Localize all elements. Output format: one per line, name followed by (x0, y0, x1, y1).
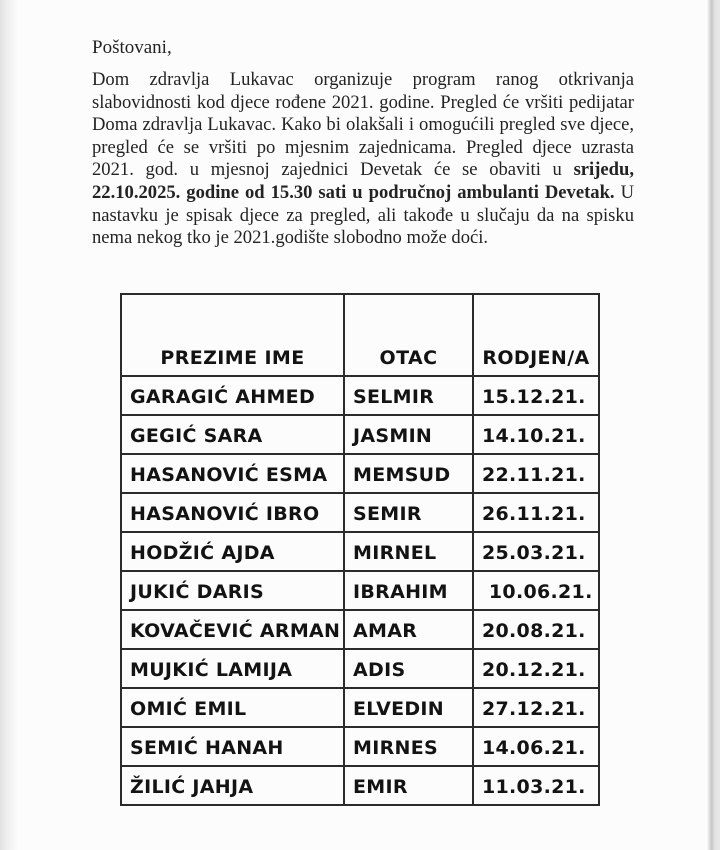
cell-prezime-ime: HODŽIĆ AJDA (121, 532, 344, 571)
table-row (121, 571, 599, 610)
letter-body-pre: Dom zdravlja Lukavac organizuje program ranog otkrivanja slabovidnosti kod djece rođene 2021. godine. Pregled će vršiti pedijatar Doma zdravlja Lukavac. Kako bi olakšali i omogućili pregled sve djece, pregled će se vršiti po mjesnim zajednicama. Pregled djece uzrasta 2021. god. u mjesnoj zajednici Devetak će se obaviti u (92, 69, 634, 181)
cell-otac: ELVEDIN (344, 688, 473, 727)
cell-prezime-ime: HASANOVIĆ ESMA (121, 454, 344, 493)
table-row (121, 766, 599, 805)
cell-rodjen-a: 25.03.21. (473, 532, 599, 571)
cell-otac: ADIS (344, 649, 473, 688)
cell-otac: IBRAHIM (344, 571, 473, 610)
cell-otac: SELMIR (344, 376, 473, 415)
column-header-rodjen-a: RODJEN/A (473, 294, 599, 376)
column-header-prezime-ime: PREZIME IME (121, 294, 344, 376)
table-row (121, 376, 599, 415)
cell-rodjen-a: 14.10.21. (473, 415, 599, 454)
table-row (121, 688, 599, 727)
photo-edge-right (707, 0, 720, 850)
table-row (121, 727, 599, 766)
cell-prezime-ime: KOVAČEVIĆ ARMAN (121, 610, 344, 649)
cell-rodjen-a: 20.12.21. (473, 649, 599, 688)
letter-body-post: U nastavku je spisak djece za pregled, ali takođe u slučaju da na spisku nema nekog tko je 2021.godište slobodno može doći. (92, 181, 635, 249)
cell-otac: MIRNEL (344, 532, 473, 571)
cell-otac: MEMSUD (344, 454, 473, 493)
cell-prezime-ime: JUKIĆ DARIS (121, 571, 344, 610)
cell-rodjen-a: 26.11.21. (473, 493, 599, 532)
table-header-row (121, 294, 599, 376)
table-body (121, 376, 599, 805)
table-row (121, 610, 599, 649)
column-header-otac: OTAC (344, 294, 473, 376)
cell-rodjen-a: 14.06.21. (473, 727, 599, 766)
letter-body-bold: srijedu, 22.10.2025. godine od 15.30 sati u područnoj ambulanti Devetak. (92, 159, 634, 203)
cell-prezime-ime: OMIĆ EMIL (121, 688, 344, 727)
salutation: Poštovani, (92, 37, 172, 58)
cell-otac: EMIR (344, 766, 473, 805)
cell-rodjen-a: 20.08.21. (473, 610, 599, 649)
cell-otac: MIRNES (344, 727, 473, 766)
table-row (121, 532, 599, 571)
cell-rodjen-a: 10.06.21. (473, 571, 599, 610)
cell-prezime-ime: ŽILIĆ JAHJA (121, 766, 344, 805)
photo-edge-left (0, 0, 18, 850)
table-row (121, 493, 599, 532)
cell-rodjen-a: 27.12.21. (473, 688, 599, 727)
children-table (120, 293, 600, 806)
cell-prezime-ime: HASANOVIĆ IBRO (121, 493, 344, 532)
cell-rodjen-a: 11.03.21. (473, 766, 599, 805)
cell-prezime-ime: GARAGIĆ AHMED (121, 376, 344, 415)
table-row (121, 415, 599, 454)
cell-prezime-ime: GEGIĆ SARA (121, 415, 344, 454)
cell-otac: SEMIR (344, 493, 473, 532)
cell-rodjen-a: 15.12.21. (473, 376, 599, 415)
cell-prezime-ime: MUJKIĆ LAMIJA (121, 649, 344, 688)
table-row (121, 454, 599, 493)
cell-prezime-ime: SEMIĆ HANAH (121, 727, 344, 766)
letter-body (92, 69, 634, 250)
cell-otac: JASMIN (344, 415, 473, 454)
cell-rodjen-a: 22.11.21. (473, 454, 599, 493)
table-row (121, 649, 599, 688)
cell-otac: AMAR (344, 610, 473, 649)
